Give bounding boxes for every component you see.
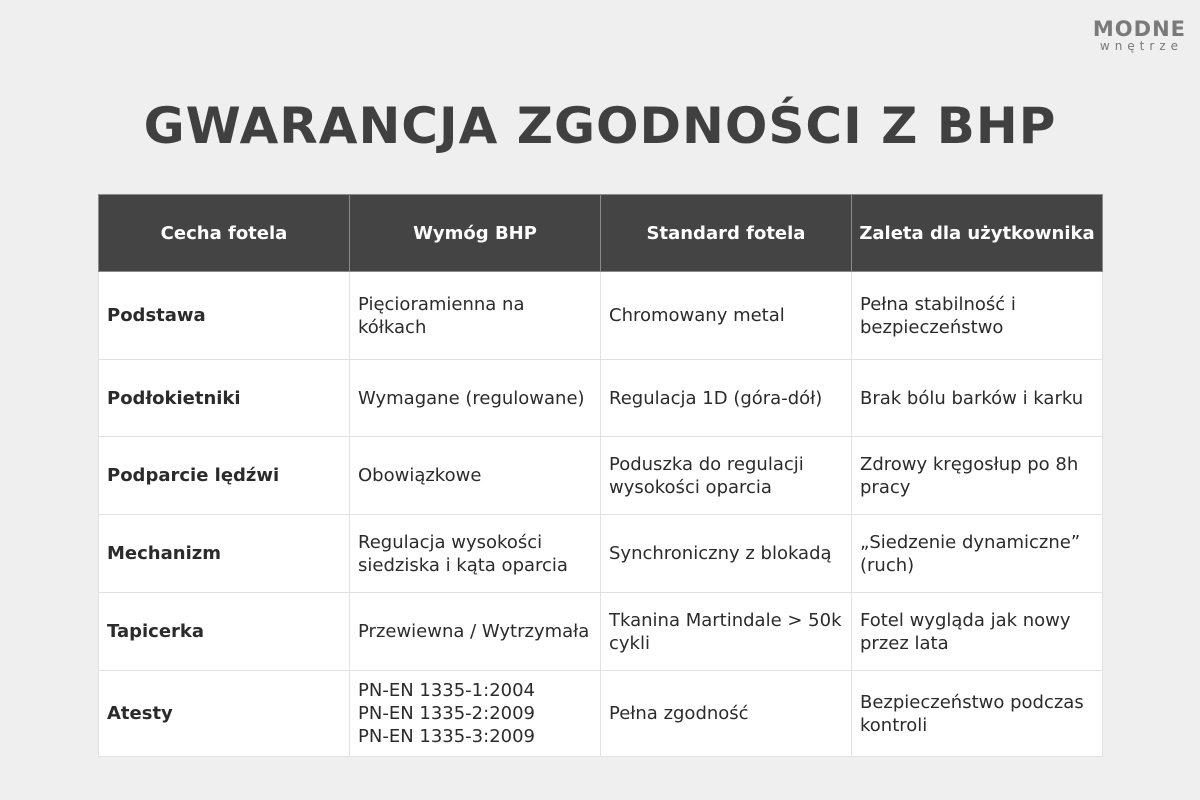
table-row xyxy=(99,272,1103,360)
standard-cell: Poduszka do regulacji wysokości oparcia xyxy=(601,437,852,515)
header-standard: Standard fotela xyxy=(601,195,852,272)
table-header-row xyxy=(99,195,1103,272)
brand-logo xyxy=(1093,18,1186,53)
requirement-cell: Pięcioramienna na kółkach xyxy=(350,272,601,360)
benefit-cell: „Siedzenie dynamiczne” (ruch) xyxy=(852,515,1103,593)
bhp-compliance-table xyxy=(98,194,1103,757)
header-benefit: Zaleta dla użytkownika xyxy=(852,195,1103,272)
standard-cell: Pełna zgodność xyxy=(601,671,852,757)
benefit-cell: Brak bólu barków i karku xyxy=(852,360,1103,437)
page-title: GWARANCJA ZGODNOŚCI Z BHP xyxy=(143,97,1057,155)
feature-cell: Mechanizm xyxy=(99,515,350,593)
requirement-line: PN-EN 1335-3:2009 xyxy=(358,726,536,747)
feature-cell: Tapicerka xyxy=(99,593,350,671)
standard-cell: Synchroniczny z blokadą xyxy=(601,515,852,593)
requirement-line: PN-EN 1335-2:2009 xyxy=(358,703,536,724)
table-row xyxy=(99,515,1103,593)
benefit-cell: Pełna stabilność i bezpieczeństwo xyxy=(852,272,1103,360)
header-requirement: Wymóg BHP xyxy=(350,195,601,272)
benefit-cell: Zdrowy kręgosłup po 8h pracy xyxy=(852,437,1103,515)
table-row xyxy=(99,360,1103,437)
requirement-line: PN-EN 1335-1:2004 xyxy=(358,680,536,701)
standard-cell: Chromowany metal xyxy=(601,272,852,360)
requirement-cell: Regulacja wysokości siedziska i kąta oparcia xyxy=(350,515,601,593)
table-row xyxy=(99,593,1103,671)
requirement-cell: Przewiewna / Wytrzymała xyxy=(350,593,601,671)
table-row xyxy=(99,437,1103,515)
requirement-cell: Wymagane (regulowane) xyxy=(350,360,601,437)
benefit-cell: Bezpieczeństwo podczas kontroli xyxy=(852,671,1103,757)
requirement-cell xyxy=(350,671,601,757)
logo-bottom-text: wnętrze xyxy=(1099,39,1183,53)
standard-cell: Regulacja 1D (góra-dół) xyxy=(601,360,852,437)
feature-cell: Podłokietniki xyxy=(99,360,350,437)
feature-cell: Podstawa xyxy=(99,272,350,360)
header-feature: Cecha fotela xyxy=(99,195,350,272)
table-row xyxy=(99,671,1103,757)
standard-cell: Tkanina Martindale > 50k cykli xyxy=(601,593,852,671)
feature-cell: Podparcie lędźwi xyxy=(99,437,350,515)
benefit-cell: Fotel wygląda jak nowy przez lata xyxy=(852,593,1103,671)
logo-top-text: MODNE xyxy=(1092,17,1186,41)
requirement-cell: Obowiązkowe xyxy=(350,437,601,515)
feature-cell: Atesty xyxy=(99,671,350,757)
